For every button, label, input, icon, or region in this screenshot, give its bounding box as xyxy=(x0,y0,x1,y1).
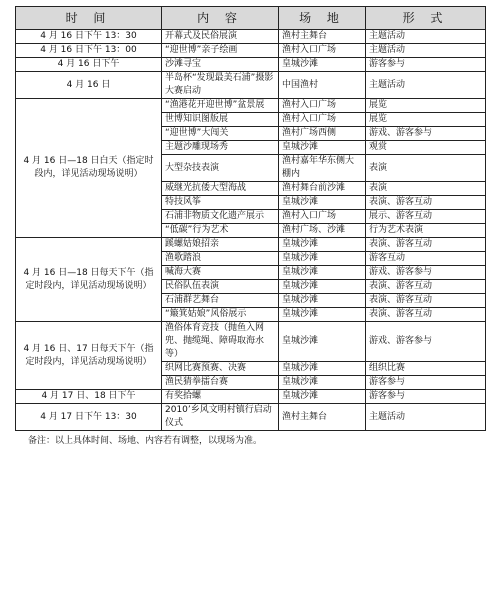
venue-cell: 皇城沙滩 xyxy=(279,376,366,390)
format-cell: 表演 xyxy=(366,155,486,182)
content-cell: “迎世博”亲子绘画 xyxy=(162,44,279,58)
time-cell: 4 月 16 日下午 13：00 xyxy=(16,44,162,58)
header-format: 形 式 xyxy=(366,7,486,30)
table-row xyxy=(16,44,486,58)
format-cell: 表演、游客互动 xyxy=(366,238,486,252)
content-cell: 石浦群艺舞台 xyxy=(162,294,279,308)
content-cell: 织网比赛预赛、决赛 xyxy=(162,362,279,376)
time-cell: 4 月 16 日下午 13：30 xyxy=(16,30,162,44)
venue-cell: 渔村广场西侧 xyxy=(279,127,366,141)
content-cell: 特技风筝 xyxy=(162,196,279,210)
format-cell: 主题活动 xyxy=(366,44,486,58)
table-row xyxy=(16,390,486,404)
content-cell: 2010’乡风文明村镇行启动仪式 xyxy=(162,404,279,431)
format-cell: 表演、游客互动 xyxy=(366,196,486,210)
venue-cell: 渔村入口广场 xyxy=(279,44,366,58)
venue-cell: 皇城沙滩 xyxy=(279,266,366,280)
venue-cell: 渔村入口广场 xyxy=(279,99,366,113)
table-row xyxy=(16,238,486,252)
format-cell: 表演、游客互动 xyxy=(366,308,486,322)
format-cell: 行为艺术表演 xyxy=(366,224,486,238)
venue-cell: 皇城沙滩 xyxy=(279,141,366,155)
format-cell: 主题活动 xyxy=(366,404,486,431)
content-cell: 蹊螺姑娘招亲 xyxy=(162,238,279,252)
time-cell: 4 月 17 日下午 13：30 xyxy=(16,404,162,431)
format-cell: 表演、游客互动 xyxy=(366,280,486,294)
schedule-document xyxy=(15,6,485,446)
table-row xyxy=(16,322,486,362)
time-cell: 4 月 16 日—18 日白天（指定时段内，详见活动现场说明） xyxy=(16,99,162,238)
time-cell: 4 月 16 日—18 日每天下午（指定时段内，详见活动现场说明） xyxy=(16,238,162,322)
venue-cell: 皇城沙滩 xyxy=(279,238,366,252)
content-cell: 渔俗体育竞技（抛鱼入网兜、抛缆绳、障碍取海水等） xyxy=(162,322,279,362)
content-cell: “迎世博”大闯关 xyxy=(162,127,279,141)
content-cell: 渔民猜拳擂台赛 xyxy=(162,376,279,390)
format-cell: 游客参与 xyxy=(366,390,486,404)
content-cell: 有奖拾螺 xyxy=(162,390,279,404)
table-row xyxy=(16,404,486,431)
content-cell: 主题沙雕现场秀 xyxy=(162,141,279,155)
content-cell: “簸箕姑娘”风俗展示 xyxy=(162,308,279,322)
venue-cell: 渔村嘉年华东侧大棚内 xyxy=(279,155,366,182)
time-cell: 4 月 16 日 xyxy=(16,72,162,99)
format-cell: 组织比赛 xyxy=(366,362,486,376)
schedule-body xyxy=(16,30,486,431)
table-header-row xyxy=(16,7,486,30)
table-row xyxy=(16,30,486,44)
venue-cell: 皇城沙滩 xyxy=(279,280,366,294)
time-cell: 4 月 17 日、18 日下午 xyxy=(16,390,162,404)
content-cell: 威继光抗倭大型海战 xyxy=(162,182,279,196)
format-cell: 主题活动 xyxy=(366,30,486,44)
content-cell: 民俗队伍表演 xyxy=(162,280,279,294)
time-cell: 4 月 16 日、17 日每天下午（指定时段内，详见活动现场说明） xyxy=(16,322,162,390)
venue-cell: 渔村入口广场 xyxy=(279,210,366,224)
format-cell: 展览 xyxy=(366,99,486,113)
format-cell: 表演、游客互动 xyxy=(366,294,486,308)
format-cell: 展示、游客互动 xyxy=(366,210,486,224)
venue-cell: 皇城沙滩 xyxy=(279,252,366,266)
venue-cell: 中国渔村 xyxy=(279,72,366,99)
content-cell: 渔歌踏浪 xyxy=(162,252,279,266)
venue-cell: 皇城沙滩 xyxy=(279,308,366,322)
venue-cell: 皇城沙滩 xyxy=(279,362,366,376)
header-time: 时 间 xyxy=(16,7,162,30)
format-cell: 游客互动 xyxy=(366,252,486,266)
format-cell: 展览 xyxy=(366,113,486,127)
format-cell: 观赏 xyxy=(366,141,486,155)
venue-cell: 渔村主舞台 xyxy=(279,404,366,431)
format-cell: 游客参与 xyxy=(366,58,486,72)
content-cell: 石浦非物质文化遗产展示 xyxy=(162,210,279,224)
time-cell: 4 月 16 日下午 xyxy=(16,58,162,72)
format-cell: 游戏、游客参与 xyxy=(366,266,486,280)
venue-cell: 渔村舞台前沙滩 xyxy=(279,182,366,196)
content-cell: 喊海大赛 xyxy=(162,266,279,280)
format-cell: 游客参与 xyxy=(366,376,486,390)
header-content: 内 容 xyxy=(162,7,279,30)
format-cell: 游戏、游客参与 xyxy=(366,127,486,141)
content-cell: 沙滩寻宝 xyxy=(162,58,279,72)
content-cell: “渔港花开迎世博”盆景展 xyxy=(162,99,279,113)
table-row xyxy=(16,72,486,99)
venue-cell: 皇城沙滩 xyxy=(279,294,366,308)
header-venue: 场 地 xyxy=(279,7,366,30)
venue-cell: 皇城沙滩 xyxy=(279,196,366,210)
table-row xyxy=(16,58,486,72)
venue-cell: 渔村广场、沙滩 xyxy=(279,224,366,238)
content-cell: “低碳”行为艺术 xyxy=(162,224,279,238)
content-cell: 世博知识图版展 xyxy=(162,113,279,127)
content-cell: 半岛杯“发现最美石浦”摄影大赛启动 xyxy=(162,72,279,99)
venue-cell: 皇城沙滩 xyxy=(279,390,366,404)
venue-cell: 皇城沙滩 xyxy=(279,322,366,362)
format-cell: 表演 xyxy=(366,182,486,196)
format-cell: 游戏、游客参与 xyxy=(366,322,486,362)
venue-cell: 渔村主舞台 xyxy=(279,30,366,44)
venue-cell: 皇城沙滩 xyxy=(279,58,366,72)
content-cell: 大型杂技表演 xyxy=(162,155,279,182)
content-cell: 开幕式及民俗展演 xyxy=(162,30,279,44)
format-cell: 主题活动 xyxy=(366,72,486,99)
table-row xyxy=(16,99,486,113)
footnote: 备注：以上具体时间、场地、内容若有调整，以现场为准。 xyxy=(28,436,263,446)
venue-cell: 渔村入口广场 xyxy=(279,113,366,127)
schedule-table xyxy=(15,6,486,431)
